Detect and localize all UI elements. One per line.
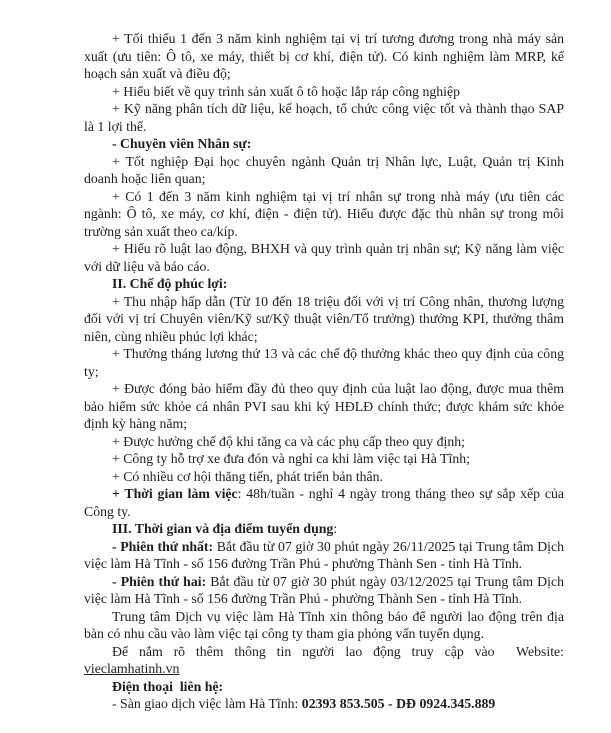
working-hours <box>84 485 564 520</box>
requirement-planning-experience <box>84 30 564 83</box>
benefit-insurance <box>84 380 564 433</box>
benefit-13th-month-text: + Thưởng tháng lương thứ 13 và các chế độ thưởng khác theo quy định của công ty; <box>84 346 564 379</box>
working-hours-text: + Thời gian làm việc <box>112 486 238 501</box>
requirement-production-knowledge <box>84 83 564 101</box>
benefit-13th-month <box>84 345 564 380</box>
requirement-analysis-skills-text: + Kỹ năng phân tích dữ liệu, kế hoạch, tổ chức công việc tốt và thành thạo SAP là 1 lợi thế. <box>84 101 564 134</box>
heading-contact-phone-text: Điện thoại liên hệ: <box>112 678 224 694</box>
contact-phone-text: - Sàn giao dịch việc làm Hà Tĩnh: <box>112 696 302 711</box>
heading-section-recruitment-text: : <box>333 521 338 536</box>
benefit-overtime <box>84 433 564 451</box>
benefit-overtime-text: + Được hưởng chế độ khi tăng ca và các phụ cấp theo quy định; <box>112 433 466 449</box>
announcement-text: Trung tâm Dịch vụ việc làm Hà Tĩnh xin thông báo để người lao động trên địa bàn có nhu cầu vào làm việc tại công ty tham gia phỏng vấn tuyển dụng. <box>84 608 564 641</box>
benefit-insurance-text: + Được đóng bảo hiểm đầy đủ theo quy định của luật lao động, được mua thêm bảo hiểm sức khỏe cá nhân PVI sau khi ký HĐLĐ chính thức; được khám sức khỏe định kỳ hàng năm; <box>84 381 564 431</box>
hr-experience <box>84 188 564 241</box>
benefit-promotion-text: + Có nhiều cơ hội thăng tiến, phát triển bản thân. <box>112 468 384 484</box>
benefit-salary <box>84 293 564 346</box>
benefit-transport <box>84 450 564 468</box>
hr-education <box>84 153 564 188</box>
session-one-text: Bắt đầu từ 07 giờ 30 phút ngày 26/11/2025 tại Trung tâm Dịch việc làm Hà Tĩnh - số 156 đường Trần Phú - phường Thành Sen - tỉnh Hà Tĩnh. <box>84 538 565 571</box>
announcement <box>84 608 564 643</box>
hr-experience-text: + Có 1 đến 3 năm kinh nghiệm tại vị trí nhân sự trong nhà máy (ưu tiên các ngành: Ô tô, xe máy, cơ khí, điện - điện tử). Hiểu được đặc thù nhân sự trong môi trường sản xuất theo ca/kíp. <box>84 188 564 239</box>
website-info-text: Để nắm rõ thêm thông tin người lao động truy cập vào Website: <box>112 643 564 659</box>
heading-section-recruitment <box>84 520 564 538</box>
heading-section-benefits <box>84 275 564 293</box>
document-body <box>84 30 564 713</box>
session-two-text: Bắt đầu từ 07 giờ 30 phút ngày 03/12/2025 tại Trung tâm Dịch việc làm Hà Tĩnh - số 156 đường Trần Phú - phường Thành Sen - tỉnh Hà Tĩnh. <box>84 573 564 606</box>
hr-law-knowledge <box>84 240 564 275</box>
contact-phone-text: 02393 853.505 - DĐ 0924.345.889 <box>301 696 496 711</box>
heading-contact-phone <box>84 678 564 696</box>
heading-section-benefits-text: II. Chế độ phúc lợi: <box>112 276 228 291</box>
working-hours-text: : 48h/tuần - nghỉ 4 ngày trong tháng theo sự sắp xếp của Công ty. <box>84 486 564 519</box>
requirement-analysis-skills <box>84 100 564 135</box>
requirement-planning-experience-text: + Tối thiểu 1 đến 3 năm kinh nghiệm tại vị trí tương đương trong nhà máy sản xuất (ưu tiên: Ô tô, xe máy, thiết bị cơ khí, điện tử). Có kinh nghiệm làm MRP, kế hoạch sản xuất và điều độ; <box>84 31 564 81</box>
session-two <box>84 573 564 608</box>
heading-hr-specialist <box>84 135 564 153</box>
hr-education-text: + Tốt nghiệp Đại học chuyên ngành Quản trị Nhân lực, Luật, Quản trị Kinh doanh hoặc liên quan; <box>84 153 564 186</box>
website-link[interactable]: vieclamhatinh.vn <box>84 661 180 676</box>
document-page <box>84 30 564 713</box>
hr-law-knowledge-text: + Hiểu rõ luật lao động, BHXH và quy trình quản trị nhân sự; Kỹ năng làm việc với dữ liệu và báo cáo. <box>84 241 564 274</box>
contact-phone <box>84 695 564 713</box>
benefit-transport-text: + Công ty hỗ trợ xe đưa đón và nghỉ ca khi làm việc tại Hà Tĩnh; <box>112 451 470 466</box>
website-info <box>84 643 564 678</box>
requirement-production-knowledge-text: + Hiểu biết về quy trình sản xuất ô tô hoặc lắp ráp công nghiệp <box>112 83 461 99</box>
session-one <box>84 538 564 573</box>
session-one-text: - Phiên thứ nhất: <box>112 538 214 554</box>
session-two-text: - Phiên thứ hai: <box>112 573 207 589</box>
benefit-salary-text: + Thu nhập hấp dẫn (Từ 10 đến 18 triệu đối với vị trí Công nhân, thương lượng đối với vị trí Chuyên viên/Kỹ sư/Kỹ thuật viên/Tổ trưởng) thưởng KPI, thưởng thâm niên, cùng nhiều phúc lợi khác; <box>84 293 564 344</box>
benefit-promotion <box>84 468 564 486</box>
heading-section-recruitment-text: III. Thời gian và địa điểm tuyển dụng <box>112 521 334 536</box>
heading-hr-specialist-text: - Chuyên viên Nhân sự: <box>112 136 252 151</box>
